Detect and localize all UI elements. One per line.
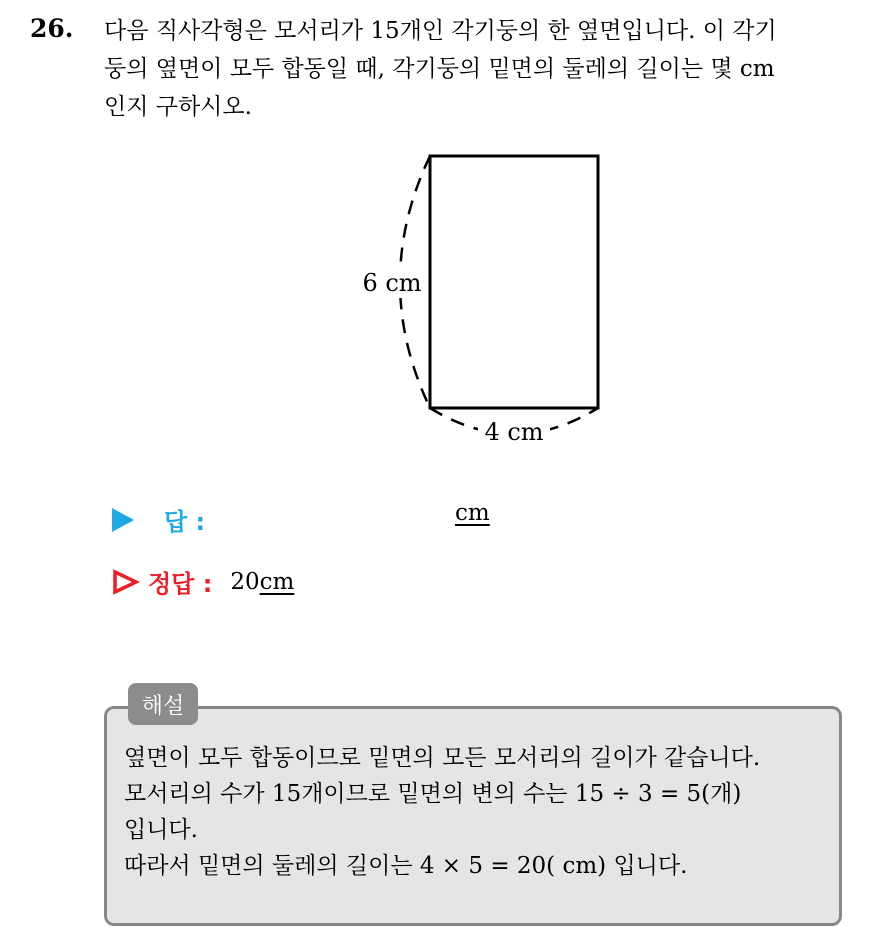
correct-answer-label: 정답 : [148, 570, 213, 598]
rectangle-side-face [430, 156, 598, 408]
question-line: 인지 구하시오. [104, 94, 252, 120]
explanation-tab: 해설 [128, 683, 198, 725]
height-label: 6 cm [362, 269, 422, 297]
correct-answer-value [230, 569, 294, 595]
correct-answer-row [112, 564, 294, 599]
question-line: 다음 직사각형은 모서리가 15개인 각기둥의 한 옆면입니다. 이 각기 [104, 18, 777, 44]
explanation-line: 모서리의 수가 15개이므로 밑면의 변의 수는 15 ÷ 3 = 5(개) [124, 781, 742, 807]
question-line: 둥의 옆면이 모두 합동일 때, 각기둥의 밑면의 둘레의 길이는 몇 cm [104, 56, 775, 82]
answer-triangle-icon [112, 508, 134, 532]
explanation-line: 옆면이 모두 합동이므로 밑면의 모든 모서리의 길이가 같습니다. [124, 745, 761, 771]
answer-unit: cm [455, 500, 490, 526]
question-number: 26. [30, 14, 74, 43]
correct-value-unit: cm [259, 568, 295, 595]
answer-label: 답 : [164, 508, 206, 536]
explanation-line: 입니다. [124, 817, 198, 843]
explanation-text [124, 740, 760, 884]
question-text [104, 12, 864, 126]
answer-row [112, 502, 205, 537]
rectangle-figure [340, 140, 640, 460]
explanation-line: 따라서 밑면의 둘레의 길이는 4 × 5 = 20( cm) 입니다. [124, 853, 688, 879]
correct-triangle-icon [112, 569, 140, 595]
width-label: 4 cm [484, 418, 544, 446]
correct-value-number: 20 [230, 568, 260, 595]
